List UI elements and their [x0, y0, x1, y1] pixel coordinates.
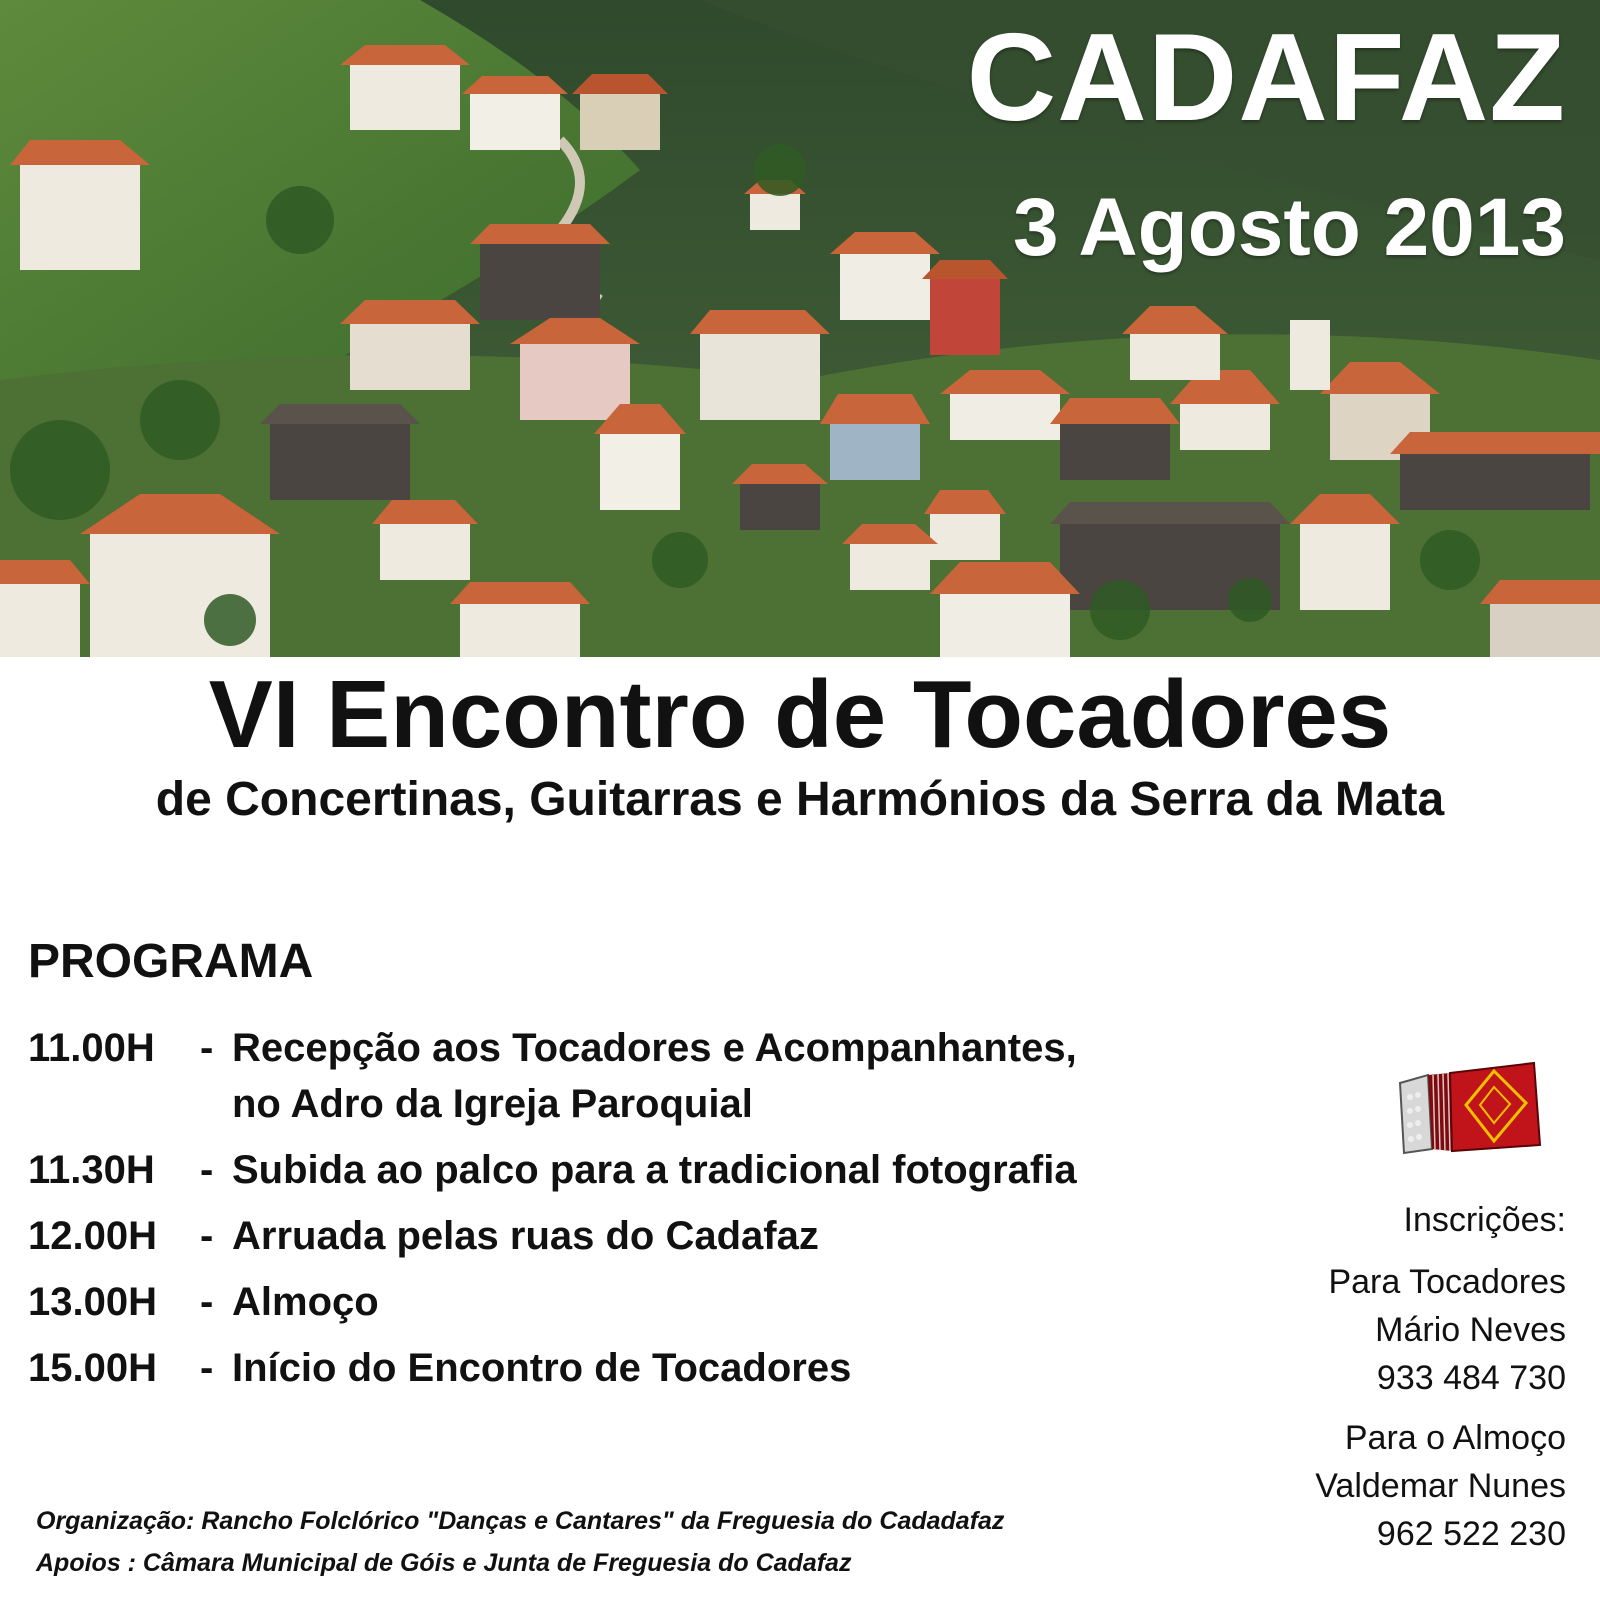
- schedule-separator: -: [200, 1346, 214, 1390]
- footer: [36, 1500, 1004, 1584]
- contact-name: Mário Neves: [1375, 1311, 1566, 1349]
- contact-label: Para o Almoço: [1344, 1419, 1566, 1457]
- schedule-description: Início do Encontro de Tocadores: [232, 1346, 852, 1390]
- program-heading: PROGRAMA: [28, 935, 314, 988]
- accordion-icon: [1394, 1057, 1546, 1163]
- schedule-time: 12.00H: [28, 1214, 157, 1258]
- schedule-item: [28, 1278, 1208, 1326]
- schedule-item: [28, 1024, 1208, 1128]
- schedule-description: Subida ao palco para a tradicional fotografia: [232, 1148, 1077, 1192]
- event-subtitle: de Concertinas, Guitarras e Harmónios da Serra da Mata: [155, 773, 1445, 826]
- schedule-description: Arruada pelas ruas do Cadafaz: [232, 1214, 819, 1258]
- schedule-item: [28, 1212, 1208, 1260]
- support-credit: Apoios : Câmara Municipal de Góis e Junta de Freguesia do Cadafaz: [36, 1549, 852, 1577]
- schedule-continuation: no Adro da Igreja Paroquial: [232, 1082, 753, 1126]
- contact-phone: 933 484 730: [1376, 1359, 1566, 1397]
- contact-phone: 962 522 230: [1376, 1515, 1566, 1553]
- schedule-item: [28, 1344, 1208, 1392]
- organization-credit: Organização: Rancho Folclórico "Danças e Cantares" da Freguesia do Cadadafaz: [36, 1507, 1005, 1535]
- program-schedule: [28, 1024, 1208, 1410]
- schedule-time: 15.00H: [28, 1346, 157, 1390]
- schedule-item: [28, 1146, 1208, 1194]
- schedule-time: 11.00H: [28, 1026, 155, 1070]
- schedule-description: Almoço: [232, 1280, 379, 1324]
- schedule-separator: -: [200, 1280, 214, 1324]
- event-title: VI Encontro de Tocadores: [208, 661, 1392, 768]
- schedule-description: Recepção aos Tocadores e Acompanhantes,: [232, 1026, 1077, 1070]
- contact-name: Valdemar Nunes: [1315, 1467, 1566, 1505]
- contact-tocadores: [1315, 1258, 1566, 1402]
- schedule-separator: -: [200, 1026, 214, 1070]
- event-date: 3 Agosto 2013: [1013, 182, 1566, 273]
- schedule-time: 13.00H: [28, 1280, 157, 1324]
- contact-label: Para Tocadores: [1328, 1263, 1566, 1301]
- schedule-time: 11.30H: [28, 1148, 155, 1192]
- schedule-separator: -: [200, 1214, 214, 1258]
- contact-almoco: [1315, 1414, 1566, 1558]
- registrations-panel: [1315, 1196, 1566, 1570]
- registrations-heading: Inscrições:: [1403, 1201, 1566, 1239]
- village-name: CADAFAZ: [966, 9, 1566, 147]
- schedule-separator: -: [200, 1148, 214, 1192]
